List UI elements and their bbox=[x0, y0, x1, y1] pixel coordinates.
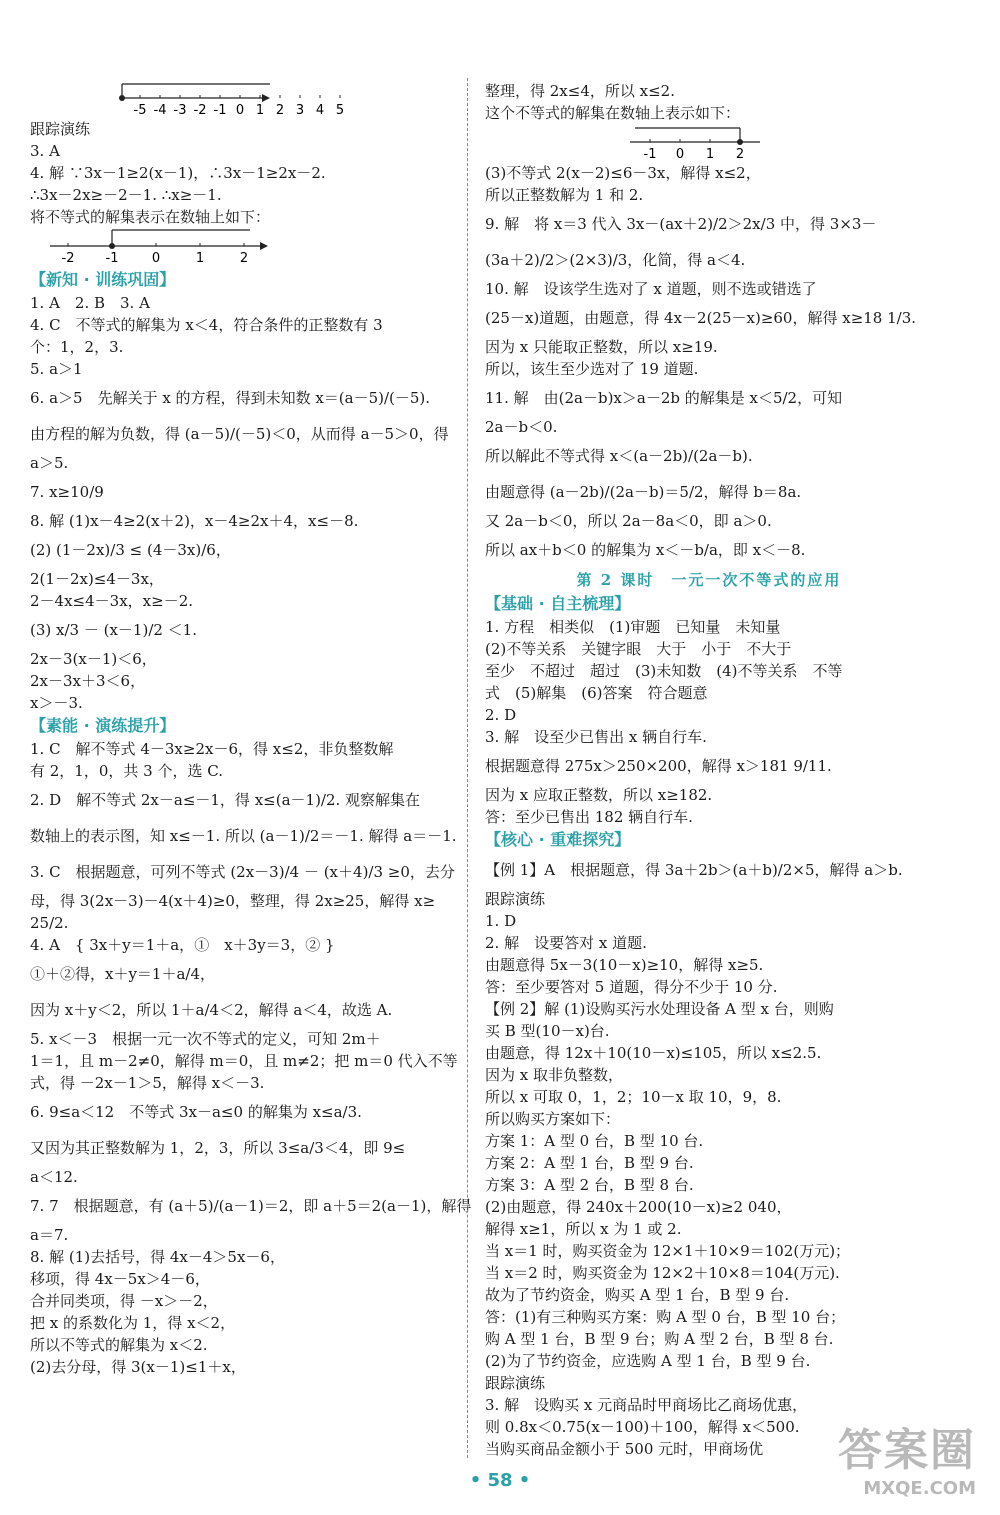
text-line: 方案 2：A 型 1 台，B 型 9 台. bbox=[485, 1154, 694, 1172]
text-line: 6. a＞5 先解关于 x 的方程，得到未知数 x＝(a－5)/(－5). bbox=[30, 389, 431, 407]
text-line: a＝7. bbox=[30, 1226, 69, 1244]
text-line: 解得 x≥1，所以 x 为 1 或 2. bbox=[485, 1220, 682, 1238]
tick-label: 2 bbox=[239, 251, 249, 266]
tick-label: 1 bbox=[255, 103, 265, 118]
text-line: 2. 解 设要答对 x 道题. bbox=[485, 934, 647, 952]
text-line: (2) (1－2x)/3 ≤ (4－3x)/6， bbox=[30, 541, 231, 559]
text-line: 有 2，1，0，共 3 个，选 C. bbox=[30, 762, 223, 780]
section-heading: 【素能 · 演练提升】 bbox=[30, 716, 176, 735]
text-line: 由题意得 5x－3(10－x)≥10，解得 x≥5. bbox=[485, 956, 764, 974]
text-line: (2)去分母，得 3(x－1)≤1＋x， bbox=[30, 1358, 246, 1376]
text-line: 2. D bbox=[485, 706, 517, 724]
text-line: 因为 x 应取正整数，所以 x≥182. bbox=[485, 786, 713, 804]
text-line: 所以，该生至少选对了 19 道题. bbox=[485, 360, 699, 378]
text-line: 1. A 2. B 3. A bbox=[30, 294, 150, 312]
answer-block bbox=[485, 616, 933, 828]
tick-label: 5 bbox=[335, 103, 345, 118]
section-heading: 【基础 · 自主梳理】 bbox=[485, 594, 631, 613]
watermark-logo-text: 答案圈 bbox=[838, 1425, 976, 1476]
text-line: 所以 ax＋b＜0 的解集为 x＜－b/a，即 x＜－8. bbox=[485, 541, 806, 559]
text-line: 2a－b＜0. bbox=[485, 418, 558, 436]
text-line: 2(1－2x)≤4－3x， bbox=[30, 570, 164, 588]
tick-label: -2 bbox=[193, 103, 207, 118]
text-line: 买 B 型(10－x)台. bbox=[485, 1022, 610, 1040]
text-line: 25/2. bbox=[30, 914, 69, 932]
text-line: 8. 解 (1)去括号，得 4x－4＞5x－6， bbox=[30, 1248, 285, 1266]
answer-block bbox=[485, 80, 933, 124]
text-line: 7. 7 根据题意，有 (a＋5)/(a－1)＝2，即 a＋5＝2(a－1)，解得 bbox=[30, 1197, 472, 1215]
text-line: 1. C 解不等式 4－3x≥2x－6，得 x≤2，非负整数解 bbox=[30, 740, 394, 758]
answer-block bbox=[485, 162, 933, 568]
number-line-2 bbox=[30, 228, 290, 268]
text-line: 式 (5)解集 (6)答案 符合题意 bbox=[485, 684, 708, 702]
text-line: 3. C 根据题意，可列不等式 (2x－3)/4 － (x＋4)/3 ≥0，去分 bbox=[30, 863, 455, 881]
tracking-exercise-block bbox=[30, 118, 478, 228]
text-line: 跟踪演练 bbox=[485, 890, 546, 908]
page-number: • 58 • bbox=[469, 1470, 531, 1491]
text-line: (2)由题意，得 240x＋200(10－x)≥2 040， bbox=[485, 1198, 792, 1216]
text-line: 所以正整数解为 1 和 2. bbox=[485, 186, 644, 204]
text-line: 因为 x 取非负整数， bbox=[485, 1066, 623, 1084]
tick-label: -1 bbox=[213, 103, 227, 118]
text-line: 又因为其正整数解为 1，2，3，所以 3≤a/3＜4，即 9≤ bbox=[30, 1139, 406, 1157]
text-line: 至少 不超过 超过 (3)未知数 (4)不等关系 不等 bbox=[485, 662, 843, 680]
text-line: 5. x＜－3 根据一元一次不等式的定义，可知 2m＋ bbox=[30, 1030, 381, 1048]
text-line: 把 x 的系数化为 1，得 x＜2， bbox=[30, 1314, 236, 1332]
watermark-url: MXQE.COM bbox=[863, 1478, 976, 1499]
text-line: ∴3x－2x≥－2－1. ∴x≥－1. bbox=[30, 186, 222, 204]
text-line: 整理，得 2x≤4，所以 x≤2. bbox=[485, 82, 675, 100]
text-line: (3) x/3 － (x－1)/2 ＜1. bbox=[30, 621, 197, 639]
text-line: 【例 2】解 (1)设购买污水处理设备 A 型 x 台，则购 bbox=[485, 1000, 834, 1018]
tick-label: -1 bbox=[105, 251, 119, 266]
text-line: 由方程的解为负数，得 (a－5)/(－5)＜0，从而得 a－5＞0，得 bbox=[30, 425, 449, 443]
text-line: 由题意，得 12x＋10(10－x)≤105，所以 x≤2.5. bbox=[485, 1044, 822, 1062]
left-column bbox=[30, 80, 478, 1378]
text-line: 4. A { 3x＋y＝1＋a，① x＋3y＝3，② } bbox=[30, 936, 335, 954]
text-line: (3a＋2)/2＞(2×3)/3，化简，得 a＜4. bbox=[485, 251, 746, 269]
tick-label: 0 bbox=[235, 103, 245, 118]
answer-block bbox=[30, 738, 478, 1378]
text-line: 因为 x＋y＜2，所以 1＋a/4＜2，解得 a＜4，故选 A. bbox=[30, 1001, 393, 1019]
text-line: 【例 1】A 根据题意，得 3a＋2b＞(a＋b)/2×5，解得 a＞b. bbox=[485, 861, 903, 879]
text-line: 故为了节约资金，购买 A 型 1 台，B 型 9 台. bbox=[485, 1286, 790, 1304]
text-line: 2－4x≤4－3x，x≥－2. bbox=[30, 592, 194, 610]
text-line: 式，得 －2x－1＞5，解得 x＜－3. bbox=[30, 1074, 265, 1092]
tick-label: 4 bbox=[315, 103, 325, 118]
text-line: 母，得 3(2x－3)－4(x＋4)≥0，整理，得 2x≥25，解得 x≥ bbox=[30, 892, 436, 910]
column-divider bbox=[467, 78, 468, 1458]
text-line: 7. x≥10/9 bbox=[30, 483, 104, 501]
text-line: 所以 x 可取 0，1，2；10－x 取 10，9，8. bbox=[485, 1088, 782, 1106]
answer-block bbox=[485, 852, 933, 1460]
tick-label: 1 bbox=[195, 251, 205, 266]
tick-label: -2 bbox=[61, 251, 75, 266]
section-heading: 【新知 · 训练巩固】 bbox=[30, 270, 176, 289]
text-line: (25－x)道题，由题意，得 4x－2(25－x)≥60，解得 x≥18 1/3. bbox=[485, 309, 917, 327]
number-line-3 bbox=[485, 124, 745, 162]
text-line: 数轴上的表示图，知 x≤－1. 所以 (a－1)/2＝－1. 解得 a＝－1. bbox=[30, 827, 457, 845]
text-line: a＞5. bbox=[30, 454, 69, 472]
text-line: 3. 解 设至少已售出 x 辆自行车. bbox=[485, 728, 707, 746]
number-line-1 bbox=[30, 80, 345, 118]
text-line: 6. 9≤a＜12 不等式 3x－a≤0 的解集为 x≤a/3. bbox=[30, 1103, 362, 1121]
text-line: 方案 1：A 型 0 台，B 型 10 台. bbox=[485, 1132, 704, 1150]
text-line: 跟踪演练 bbox=[30, 120, 91, 138]
text-line: (3)不等式 2(x－2)≤6－3x，解得 x≤2， bbox=[485, 164, 761, 182]
tick-label: 2 bbox=[735, 147, 745, 162]
text-line: 4. 解 ∵3x－1≥2(x－1)，∴3x－1≥2x－2. bbox=[30, 164, 326, 182]
text-line: 答：至少已售出 182 辆自行车. bbox=[485, 808, 693, 826]
text-line: 当 x＝1 时，购买资金为 12×1＋10×9＝102(万元)； bbox=[485, 1242, 851, 1260]
text-line: 根据题意得 275x＞250×200，解得 x＞181 9/11. bbox=[485, 757, 832, 775]
text-line: (2)不等关系 关键字眼 大于 小于 不大于 bbox=[485, 640, 792, 658]
text-line: 2x－3(x－1)＜6， bbox=[30, 650, 157, 668]
text-line: 2x－3x＋3＜6， bbox=[30, 672, 146, 690]
text-line: 答：至少要答对 5 道题，得分不少于 10 分. bbox=[485, 978, 778, 996]
tick-label: -3 bbox=[173, 103, 187, 118]
text-line: 1. 方程 相类似 (1)审题 已知量 未知量 bbox=[485, 618, 781, 636]
lesson-title: 第 2 课时 一元一次不等式的应用 bbox=[576, 571, 842, 589]
text-line: 这个不等式的解集在数轴上表示如下： bbox=[485, 104, 741, 122]
text-line: 所以不等式的解集为 x＜2. bbox=[30, 1336, 208, 1354]
tick-label: 0 bbox=[151, 251, 161, 266]
text-line: x＞－3. bbox=[30, 694, 83, 712]
tick-label: 0 bbox=[675, 147, 685, 162]
tick-label: 2 bbox=[275, 103, 285, 118]
tick-label: 3 bbox=[295, 103, 305, 118]
text-line: 4. C 不等式的解集为 x＜4，符合条件的正整数有 3 bbox=[30, 316, 383, 334]
text-line: 所以购买方案如下： bbox=[485, 1110, 621, 1128]
text-line: 个：1，2，3. bbox=[30, 338, 124, 356]
right-column bbox=[485, 80, 933, 1460]
text-line: 方案 3：A 型 2 台，B 型 8 台. bbox=[485, 1176, 694, 1194]
text-line: 又 2a－b＜0，所以 2a－8a＜0，即 a＞0. bbox=[485, 512, 772, 530]
watermark-logo bbox=[838, 1414, 976, 1499]
text-line: 9. 解 将 x＝3 代入 3x－(ax＋2)/2＞2x/3 中，得 3×3－ bbox=[485, 215, 877, 233]
text-line: 由题意得 (a－2b)/(2a－b)＝5/2，解得 b＝8a. bbox=[485, 483, 802, 501]
text-line: 所以解此不等式得 x＜(a－2b)/(2a－b). bbox=[485, 447, 753, 465]
text-line: 则 0.8x＜0.75(x－100)＋100，解得 x＜500. bbox=[485, 1418, 800, 1436]
text-line: 8. 解 (1)x－4≥2(x＋2)，x－4≥2x＋4，x≤－8. bbox=[30, 512, 359, 530]
text-line: 3. A bbox=[30, 142, 60, 160]
text-line: 1. D bbox=[485, 912, 517, 930]
text-line: 当购买商品金额小于 500 元时，甲商场优 bbox=[485, 1440, 764, 1458]
text-line: 当 x＝2 时，购买资金为 12×2＋10×8＝104(万元). bbox=[485, 1264, 840, 1282]
tick-label: 1 bbox=[705, 147, 715, 162]
text-line: 将不等式的解集表示在数轴上如下： bbox=[30, 208, 271, 226]
text-line: 答：(1)有三种购买方案：购 A 型 0 台，B 型 10 台； bbox=[485, 1308, 846, 1326]
text-line: ①＋②得，x＋y＝1＋a/4， bbox=[30, 965, 216, 983]
text-line: 跟踪演练 bbox=[485, 1374, 546, 1392]
text-line: a＜12. bbox=[30, 1168, 78, 1186]
tick-label: -1 bbox=[643, 147, 657, 162]
text-line: 购 A 型 1 台，B 型 9 台；购 A 型 2 台，B 型 8 台. bbox=[485, 1330, 834, 1348]
text-line: (2)为了节约资金，应选购 A 型 1 台，B 型 9 台. bbox=[485, 1352, 811, 1370]
text-line: 3. 解 设购买 x 元商品时甲商场比乙商场优惠， bbox=[485, 1396, 808, 1414]
answer-block bbox=[30, 292, 478, 714]
text-line: 因为 x 只能取正整数，所以 x≥19. bbox=[485, 338, 718, 356]
text-line: 合并同类项，得 －x＞－2， bbox=[30, 1292, 218, 1310]
tick-label: -5 bbox=[133, 103, 147, 118]
text-line: 10. 解 设该学生选对了 x 道题，则不选或错选了 bbox=[485, 280, 817, 298]
text-line: 2. D 解不等式 2x－a≤－1，得 x≤(a－1)/2. 观察解集在 bbox=[30, 791, 421, 809]
text-line: 移项，得 4x－5x＞4－6， bbox=[30, 1270, 210, 1288]
text-line: 1＝1，且 m－2≠0，解得 m＝0，且 m≠2；把 m＝0 代入不等 bbox=[30, 1052, 458, 1070]
section-heading: 【核心 · 重难探究】 bbox=[485, 830, 631, 849]
text-line: 5. a＞1 bbox=[30, 360, 83, 378]
tick-label: -4 bbox=[153, 103, 167, 118]
text-line: 11. 解 由(2a－b)x＞a－2b 的解集是 x＜5/2，可知 bbox=[485, 389, 843, 407]
